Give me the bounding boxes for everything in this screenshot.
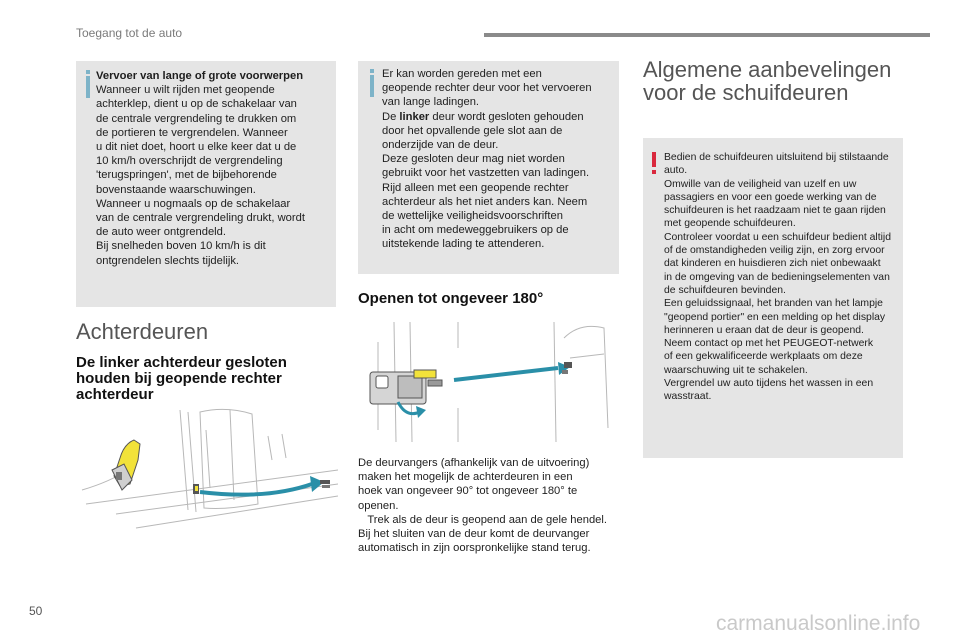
text-line: dat kinderen en huisdieren zich niet onbewaakt (664, 258, 881, 270)
text-line: "geopend portier" en een melding op het display (664, 311, 886, 323)
bullet-text: Trek als de deur is geopend aan de gele hendel. (367, 513, 607, 526)
text-line: bovenstaande waarschuwingen. (96, 183, 256, 196)
section-title-algemene-aanbevelingen: Algemene aanbevelingen voor de schuifdeuren (643, 57, 892, 105)
text-line: auto. (664, 165, 688, 177)
text-line: deur wordt gesloten gehouden (429, 110, 584, 123)
text-line: of een gekwalificeerde werkplaats om deze (664, 351, 863, 363)
info-box-long-loads (358, 61, 619, 274)
text-line: wasstraat. (664, 391, 712, 403)
text-line: door het opvallende gele slot aan de (382, 124, 563, 137)
subsection-title-openen-180: Openen tot ongeveer 180° (358, 290, 544, 307)
text-line: Rijd alleen met een geopende rechter (382, 181, 569, 194)
text-line: schuifdeuren is het raadzaam niet te gaan rijden (664, 205, 886, 217)
opening-arrow-icon (454, 368, 558, 380)
text-line: geopende rechter deur voor het vervoeren (382, 82, 592, 95)
text-line: 'terugspringen', met de bijbehorende (96, 169, 277, 182)
text-line: herinneren u eraan dat de deur is geopend. (664, 324, 864, 336)
text-line: waarschuwing uit te schakelen. (664, 364, 808, 376)
text-line: Deze gesloten deur mag niet worden (382, 153, 565, 166)
text-line: Omwille van de veiligheid van uzelf en uw (664, 178, 857, 190)
text-line: De deurvangers (afhankelijk van de uitvoering) (358, 457, 590, 469)
text-line: uitstekende lading te attenderen. (382, 238, 545, 251)
text-line: de auto weer ontgrendeld. (96, 226, 226, 239)
section-title-achterdeuren: Achterdeuren (76, 319, 209, 344)
text-line: onderzijde van de deur. (382, 139, 499, 152)
text-line: de centrale vergrendeling te drukken om (96, 112, 297, 125)
text-line: in de omgeving van de bedieningselementen van (664, 271, 890, 283)
hinge-detail-icon (320, 480, 330, 488)
text-line: Bedien de schuifdeuren uitsluitend bij stilstaande (664, 152, 889, 163)
text-line: maken het mogelijk de achterdeuren in een (358, 471, 573, 484)
text-line: Controleer voordat u een schuifdeur bedient altijd (664, 231, 892, 243)
text-line: Wanneer u nogmaals op de schakelaar (96, 197, 291, 210)
subsection-title-linker-achterdeur: De linker achterdeur gesloten houden bij geopende rechter achterdeur (76, 354, 287, 403)
page-number: 50 (29, 604, 43, 618)
running-header: Toegang tot de auto (76, 26, 183, 40)
text-line: Vergrendel uw auto tijdens het wassen in een (664, 378, 874, 390)
text-line: de wettelijke veiligheidsvoorschriften (382, 210, 563, 223)
text-line: de schuifdeuren bevinden. (664, 284, 786, 296)
text-line: achterklep, dient u op de schakelaar van (96, 98, 297, 111)
text-line: Bij snelheden boven 10 km/h is dit (96, 240, 266, 253)
text-line: met geopende schuifdeuren. (664, 218, 796, 230)
text-line: u dit niet doet, hoort u elke keer dat u de (96, 141, 297, 154)
text-line: Wanneer u wilt rijden met geopende (96, 84, 275, 97)
header-divider-bar (484, 33, 930, 37)
text-line: in acht om medeweggebruikers op de (382, 224, 569, 237)
text-line: hoek van ongeveer 90° tot ongeveer 180° te (358, 485, 578, 498)
bullet-item (358, 513, 622, 527)
info-box-text (96, 69, 332, 268)
info-box-long-objects (76, 61, 336, 307)
text-line: of de omstandigheden veilig zijn, en zorg ervoor (664, 245, 885, 257)
text-line: 10 km/h overschrijdt de vergrendeling (96, 155, 283, 168)
movement-arrow-icon (200, 484, 312, 495)
text-line: automatisch in zijn oorspronkelijke stand terug. (358, 542, 591, 555)
pull-arrow-head-icon (416, 406, 426, 418)
yellow-latch-icon (112, 440, 140, 490)
deurvangers-description (358, 456, 622, 555)
text-line: Bij het sluiten van de deur komt de deurvanger (358, 528, 590, 541)
text-line: passagiers en voor een goede werking van de (664, 191, 877, 203)
text-line: openen. (358, 499, 399, 512)
text-line: Er kan worden gereden met een (382, 68, 542, 80)
text-line: gebruikt voor het vastzetten van ladingen. (382, 167, 590, 180)
text-line: De (382, 110, 400, 123)
text-line: ontgrendelen slechts tijdelijk. (96, 254, 240, 267)
info-box-heading: Vervoer van lange of grote voorwerpen (96, 70, 304, 82)
text-line: Een geluidssignaal, het branden van het lampje (664, 298, 883, 310)
watermark: carmanualsonline.info (716, 612, 921, 635)
latch-hinge-icon (193, 484, 199, 494)
text-line: achterdeur als het niet anders kan. Neem (382, 195, 588, 208)
text-line: de portieren te vergrendelen. Wanneer (96, 126, 288, 139)
warning-box-text (664, 151, 900, 404)
text-line: van de centrale vergrendeling drukt, wordt (96, 212, 305, 225)
warning-box-sliding-doors (643, 138, 903, 458)
text-line: Neem contact op met het PEUGEOT-netwerk (664, 338, 874, 350)
info-box-text (382, 67, 614, 252)
text-line: van lange ladingen. (382, 96, 480, 109)
emphasis-linker: linker (399, 110, 430, 123)
illustration-door-stop (358, 318, 620, 446)
door-stop-mechanism-icon (370, 370, 442, 404)
illustration-left-door-latch (76, 400, 338, 530)
